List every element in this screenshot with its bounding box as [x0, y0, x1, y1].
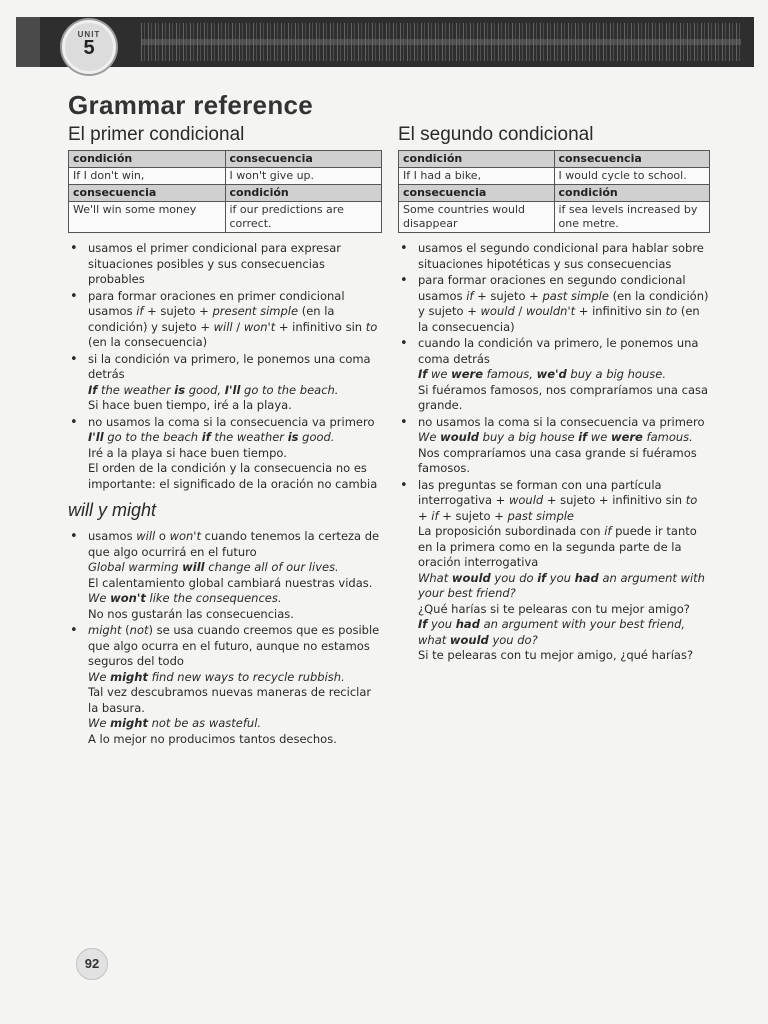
- example-text: the weather: [210, 430, 288, 444]
- rule-item: [418, 336, 710, 414]
- rule-text: usamos: [88, 529, 137, 543]
- rule-text: (: [121, 623, 130, 637]
- example-text: wouldn't: [525, 304, 576, 318]
- example-text: if: [604, 524, 612, 538]
- example-text: I'll: [224, 382, 241, 397]
- soundwave-centerline: [141, 39, 741, 45]
- example-text: we'd: [536, 367, 567, 381]
- example-text: We: [88, 716, 111, 730]
- table-row: [399, 151, 710, 168]
- example-text: buy a big house.: [566, 367, 666, 381]
- rule-text: no usamos la coma si la consecuencia va primero: [88, 414, 375, 429]
- page-title: Grammar reference: [68, 90, 314, 120]
- example-text: good,: [185, 382, 225, 397]
- example-text: you: [427, 617, 456, 631]
- rule-text: La proposición subordinada con: [418, 524, 605, 538]
- table-header-cell: condición: [554, 185, 710, 202]
- example-text: we: [587, 430, 611, 444]
- example-text: had: [455, 617, 480, 631]
- example-text: If: [418, 617, 428, 631]
- table-cell: if our predictions are correct.: [225, 202, 382, 233]
- unit-label: UNIT: [77, 30, 101, 39]
- example-text: buy a big house: [479, 430, 579, 444]
- example-text: if: [466, 288, 474, 303]
- second-conditional-title: El segundo condicional: [398, 124, 594, 145]
- rule-item: [88, 289, 382, 351]
- rule-text: Si fuéramos famosos, nos compraríamos una casa grande.: [418, 382, 709, 412]
- rule-item: [88, 241, 382, 288]
- table-row: [69, 202, 382, 233]
- example-text: an argument with your best friend?: [418, 570, 705, 600]
- rule-item: [418, 478, 710, 664]
- rule-text: usamos el primer condicional para expresar situaciones posibles y sus consecuencias probables: [88, 241, 341, 286]
- example-text: find new ways to recycle rubbish.: [147, 669, 345, 684]
- rule-text: /: [232, 319, 244, 334]
- table-cell: If I don't win,: [69, 168, 226, 185]
- example-text: might: [110, 669, 148, 684]
- example-text: won't: [110, 591, 146, 605]
- example-text: famous,: [483, 367, 537, 381]
- rule-text: Nos compraríamos una casa grande si fuéramos famosos.: [418, 445, 697, 475]
- example-text: is: [174, 382, 186, 397]
- example-text: if: [431, 508, 439, 523]
- example-text: if: [136, 304, 144, 318]
- example-text: might: [88, 623, 122, 637]
- example-text: not: [129, 623, 149, 637]
- table-cell: I would cycle to school.: [554, 168, 710, 185]
- table-row: [399, 202, 710, 233]
- unit-header-bar: [16, 17, 754, 67]
- rule-text: cuando la condición va primero, le ponemos una coma detrás: [418, 336, 699, 366]
- table-cell: Some countries would disappear: [399, 202, 555, 233]
- rule-text: Iré a la playa si hace buen tiempo.: [88, 445, 287, 460]
- first-conditional-table: [68, 150, 382, 233]
- table-header-cell: condición: [399, 151, 555, 168]
- example-text: to: [685, 493, 698, 507]
- rule-item: [418, 415, 710, 477]
- rule-text: las preguntas se forman con una partícula interrogativa +: [418, 477, 662, 507]
- example-text: I'll: [88, 430, 104, 444]
- example-text: If: [418, 367, 428, 381]
- first-conditional-title: El primer condicional: [68, 124, 245, 145]
- table-row: [69, 168, 382, 185]
- example-text: if: [201, 430, 211, 444]
- table-row: [399, 168, 710, 185]
- rule-text: ) se usa cuando creemos que es posible que algo ocurra en el futuro, aunque no estamos seguros del todo: [88, 623, 380, 668]
- unit-number: 5: [83, 37, 95, 59]
- example-text: will: [213, 319, 233, 334]
- rule-item: [88, 623, 382, 747]
- rule-text: (en la condición) y sujeto +: [418, 288, 709, 318]
- rule-text: (en la consecuencia): [88, 335, 208, 349]
- example-text: go to the beach: [103, 430, 202, 444]
- table-cell: if sea levels increased by one metre.: [554, 202, 710, 233]
- example-text: is: [287, 430, 299, 444]
- example-text: would: [480, 304, 515, 318]
- rule-text: usamos el segundo condicional para hablar sobre situaciones hipotéticas y sus consecuencias: [418, 241, 704, 271]
- example-text: will: [136, 529, 156, 543]
- table-cell: I won't give up.: [225, 168, 382, 185]
- rule-text: si la condición va primero, le ponemos una coma detrás: [88, 351, 371, 381]
- first-conditional-column: [68, 124, 382, 748]
- rule-text: (en la condición) y sujeto +: [88, 304, 335, 334]
- rule-text: + sujeto +: [143, 304, 213, 318]
- rule-text: para formar oraciones en segundo condicional usamos: [418, 273, 686, 303]
- rule-text: para formar oraciones en primer condicional usamos: [88, 288, 345, 318]
- example-text: would: [449, 632, 489, 647]
- example-text: were: [610, 430, 643, 444]
- second-conditional-column: [398, 124, 710, 665]
- example-text: present simple: [212, 304, 299, 318]
- unit-badge: [62, 20, 116, 74]
- first-conditional-rules: [68, 241, 382, 492]
- rule-text: /: [514, 304, 526, 318]
- second-conditional-rules: [398, 241, 710, 664]
- example-text: would: [451, 570, 491, 585]
- rule-text: + infinitivo sin: [275, 319, 366, 334]
- example-text: past simple: [507, 508, 575, 523]
- example-text: won't: [243, 319, 276, 334]
- example-text: would: [508, 493, 544, 507]
- table-header-cell: consecuencia: [399, 185, 555, 202]
- table-row: [69, 151, 382, 168]
- rule-text: El orden de la condición y la consecuencia no es importante: el significado de la oración no cambia: [88, 461, 378, 491]
- rule-text: + sujeto + infinitivo sin: [543, 493, 686, 507]
- example-text: to: [665, 304, 678, 318]
- example-text: will: [182, 560, 205, 574]
- rule-text: + infinitivo sin: [575, 304, 666, 318]
- example-text: not be as wasteful.: [147, 716, 262, 730]
- example-text: like the consequences.: [145, 591, 282, 605]
- example-text: change all of our lives.: [204, 560, 339, 574]
- table-row: [399, 185, 710, 202]
- table-header-cell: condición: [69, 151, 226, 168]
- example-text: you: [546, 570, 575, 585]
- rule-text: (en la consecuencia): [418, 304, 700, 334]
- example-text: We: [88, 591, 111, 605]
- rule-text: + sujeto +: [438, 508, 508, 523]
- rule-item: [88, 352, 382, 414]
- rule-text: cuando tenemos la certeza de que algo ocurrirá en el futuro: [88, 529, 380, 559]
- example-text: you do?: [488, 632, 538, 647]
- example-text: we: [427, 367, 452, 381]
- example-text: famous.: [642, 430, 693, 444]
- example-text: We: [88, 669, 111, 684]
- rule-item: [418, 241, 710, 272]
- example-text: had: [574, 570, 599, 585]
- example-text: if: [578, 430, 588, 444]
- rule-text: puede ir tanto en la primera como en la segunda parte de la oración interrogativa: [418, 524, 697, 569]
- rule-text: no usamos la coma si la consecuencia va primero: [418, 414, 705, 429]
- rule-item: [88, 415, 382, 493]
- example-text: We: [418, 430, 441, 444]
- rule-item: [418, 273, 710, 335]
- table-header-cell: consecuencia: [225, 151, 382, 168]
- example-text: go to the beach.: [240, 382, 339, 397]
- table-cell: If I had a bike,: [399, 168, 555, 185]
- page-number: 92: [76, 948, 108, 980]
- rule-text: Si te pelearas con tu mejor amigo, ¿qué harías?: [418, 648, 694, 662]
- rule-text: ¿Qué harías si te pelearas con tu mejor amigo?: [418, 601, 690, 616]
- example-text: What: [418, 570, 452, 585]
- example-text: were: [451, 367, 483, 381]
- rule-text: El calentamiento global cambiará nuestras vidas.: [88, 575, 373, 590]
- table-header-cell: consecuencia: [69, 185, 226, 202]
- rule-text: No nos gustarán las consecuencias.: [88, 606, 294, 621]
- table-header-cell: consecuencia: [554, 151, 710, 168]
- example-text: Global warming: [88, 560, 183, 574]
- will-might-title: will y might: [68, 500, 157, 520]
- example-text: if: [537, 570, 547, 585]
- example-text: past simple: [542, 288, 609, 303]
- example-text: you do: [490, 570, 538, 585]
- example-text: an argument with your best friend, what: [418, 617, 686, 647]
- rule-text: A lo mejor no producimos tantos desechos.: [88, 731, 337, 746]
- rule-text: +: [418, 508, 432, 523]
- example-text: to: [365, 319, 378, 334]
- table-header-cell: condición: [225, 185, 382, 202]
- header-accent-block: [16, 17, 40, 67]
- second-conditional-table: [398, 150, 710, 233]
- example-text: might: [110, 716, 148, 730]
- example-text: If: [88, 382, 98, 397]
- example-text: the weather: [97, 382, 175, 397]
- example-text: would: [440, 430, 479, 444]
- will-might-rules: [68, 529, 382, 747]
- rule-text: + sujeto +: [473, 288, 543, 303]
- table-cell: We'll win some money: [69, 202, 226, 233]
- rule-text: o: [155, 529, 170, 543]
- table-row: [69, 185, 382, 202]
- example-text: won't: [169, 529, 201, 543]
- rule-text: Tal vez descubramos nuevas maneras de reciclar la basura.: [88, 685, 372, 715]
- rule-item: [88, 529, 382, 622]
- example-text: good.: [298, 430, 335, 444]
- rule-text: Si hace buen tiempo, iré a la playa.: [88, 398, 292, 412]
